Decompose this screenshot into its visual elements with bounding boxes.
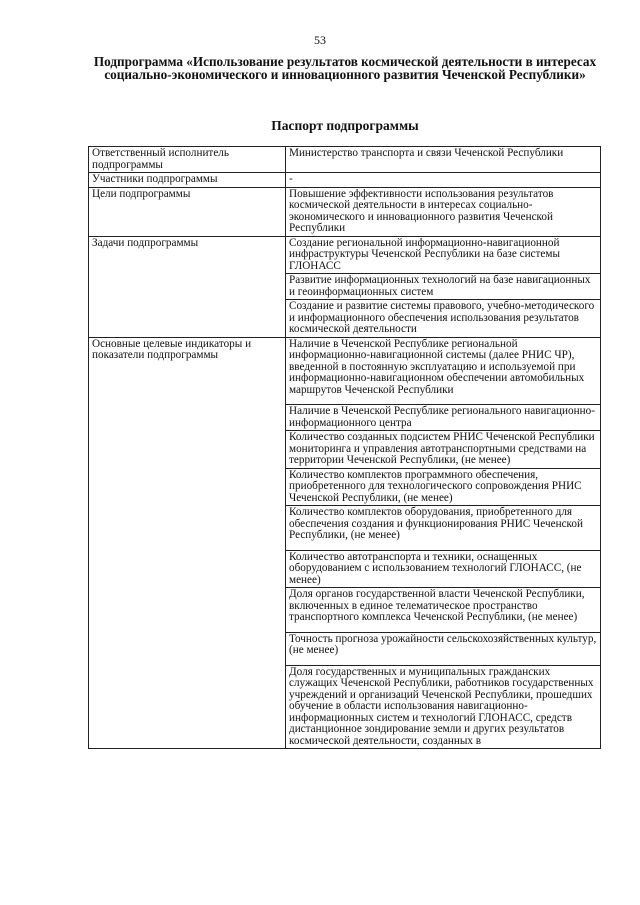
row-value: Создание региональной информационно-навигационной инфраструктуры Чеченской Республики на базе системы ГЛОНАСС bbox=[286, 236, 601, 274]
row-value: Доля органов государственной власти Чеченской Республики, включенных в единое телематическое пространство транспортного комплекса Чеченской Республики, (не менее) bbox=[286, 588, 601, 633]
row-value: - bbox=[286, 173, 601, 188]
row-value: Повышение эффективности использования результатов космической деятельности в интересах социально-экономического и инновационного развития Чеченской Республики bbox=[286, 187, 601, 236]
row-value: Точность прогноза урожайности сельскохозяйственных культур, (не менее) bbox=[286, 632, 601, 665]
row-label: Ответственный исполнитель подпрограммы bbox=[89, 147, 286, 173]
subprogram-title: Подпрограмма «Использование результатов космической деятельности в интересах социально-экономического и инновационного развития Чеченской Республики» bbox=[93, 54, 597, 82]
table-row bbox=[89, 337, 601, 405]
passport-heading: Паспорт подпрограммы bbox=[271, 118, 419, 133]
table-row bbox=[89, 187, 601, 236]
row-value: Наличие в Чеченской Республике региональной информационно-навигационной системы (далее РНИС ЧР), введенной в постоянную эксплуатацию и используемой при информационно-навигационном обеспечении автомобильных маршрутов Чеченской Республики bbox=[286, 337, 601, 405]
row-value: Количество комплектов программного обеспечения, приобретенного для технологического сопровождения РНИС Чеченской Республики, (не менее) bbox=[286, 468, 601, 506]
table-row bbox=[89, 236, 601, 274]
page-number: 53 bbox=[314, 33, 326, 47]
row-value: Министерство транспорта и связи Чеченской Республики bbox=[286, 147, 601, 173]
row-label: Задачи подпрограммы bbox=[89, 236, 286, 337]
row-value: Развитие информационных технологий на базе навигационных и геоинформационных систем bbox=[286, 274, 601, 300]
row-value: Количество комплектов оборудования, приобретенного для обеспечения создания и функционирования РНИС Чеченской Республики, (не менее) bbox=[286, 506, 601, 551]
row-value: Количество автотранспорта и техники, оснащенных оборудованием с использованием технологий ГЛОНАСС, (не менее) bbox=[286, 550, 601, 588]
row-value: Создание и развитие системы правового, учебно-методического и информационного обеспечения использования результатов космической деятельности bbox=[286, 300, 601, 338]
passport-table bbox=[88, 146, 601, 749]
row-value: Наличие в Чеченской Республике регионального навигационно-информационного центра bbox=[286, 405, 601, 431]
row-value: Количество созданных подсистем РНИС Чеченской Республики мониторинга и управления автотранспортными средствами на территории Чеченской Республики, (не менее) bbox=[286, 431, 601, 469]
row-value: Доля государственных и муниципальных гражданских служащих Чеченской Республики, работников государственных учреждений и организаций Чеченской Республики, прошедших обучение в области использования навигационно-информационных систем и технологий ГЛОНАСС, средств дистанционное зондирование земли и других результатов космической деятельности, созданных в bbox=[286, 665, 601, 749]
table-row bbox=[89, 173, 601, 188]
row-label: Основные целевые индикаторы и показатели подпрограммы bbox=[89, 337, 286, 749]
row-label: Участники подпрограммы bbox=[89, 173, 286, 188]
table-row bbox=[89, 147, 601, 173]
row-label: Цели подпрограммы bbox=[89, 187, 286, 236]
